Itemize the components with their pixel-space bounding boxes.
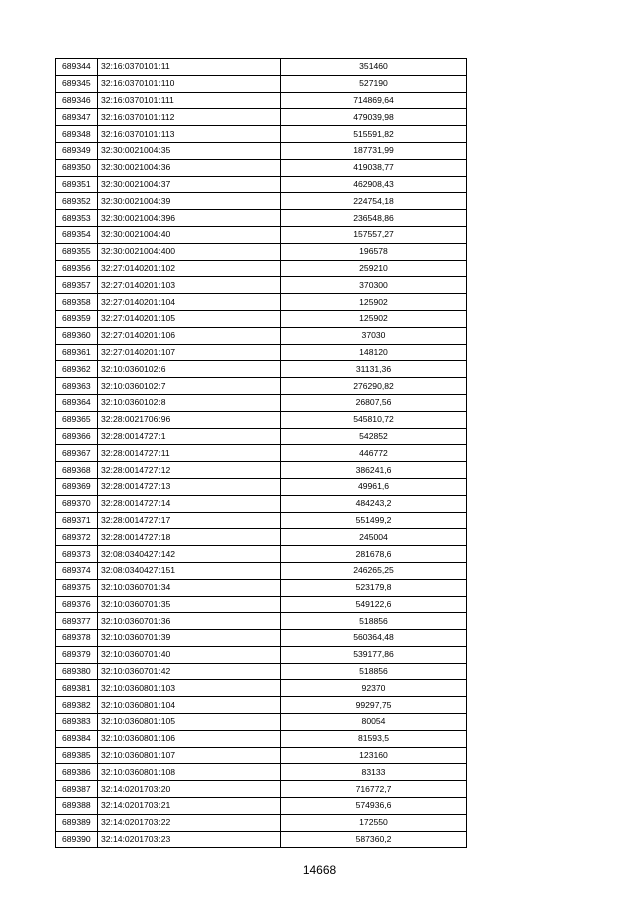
row-number-cell: 689347 [56,109,98,126]
table-row [56,193,467,210]
table-row [56,361,467,378]
value-cell: 80054 [281,714,467,731]
table-row [56,344,467,361]
table-row [56,378,467,395]
value-cell: 714869,64 [281,92,467,109]
row-number-cell: 689384 [56,730,98,747]
row-number-cell: 689369 [56,478,98,495]
cadastral-number-cell: 32:16:0370101:110 [98,75,281,92]
value-cell: 545810,72 [281,411,467,428]
value-cell: 49961,6 [281,478,467,495]
row-number-cell: 689352 [56,193,98,210]
row-number-cell: 689357 [56,277,98,294]
cadastral-number-cell: 32:30:0021004:37 [98,176,281,193]
row-number-cell: 689355 [56,243,98,260]
cadastral-number-cell: 32:10:0360801:107 [98,747,281,764]
row-number-cell: 689365 [56,411,98,428]
value-cell: 370300 [281,277,467,294]
value-cell: 462908,43 [281,176,467,193]
cadastral-number-cell: 32:27:0140201:102 [98,260,281,277]
value-cell: 518856 [281,663,467,680]
value-cell: 172550 [281,814,467,831]
table-row [56,327,467,344]
cadastral-number-cell: 32:10:0360801:104 [98,697,281,714]
row-number-cell: 689346 [56,92,98,109]
table-row [56,798,467,815]
cadastral-number-cell: 32:10:0360102:6 [98,361,281,378]
value-cell: 81593,5 [281,730,467,747]
cadastral-number-cell: 32:10:0360801:106 [98,730,281,747]
value-cell: 276290,82 [281,378,467,395]
cadastral-number-cell: 32:27:0140201:103 [98,277,281,294]
table-row [56,411,467,428]
value-cell: 551499,2 [281,512,467,529]
value-cell: 351460 [281,59,467,76]
value-cell: 83133 [281,764,467,781]
row-number-cell: 689389 [56,814,98,831]
table-row [56,495,467,512]
value-cell: 518856 [281,613,467,630]
value-cell: 224754,18 [281,193,467,210]
row-number-cell: 689363 [56,378,98,395]
row-number-cell: 689348 [56,126,98,143]
cadastral-number-cell: 32:27:0140201:105 [98,310,281,327]
cadastral-number-cell: 32:08:0340427:151 [98,562,281,579]
row-number-cell: 689386 [56,764,98,781]
cadastral-number-cell: 32:30:0021004:400 [98,243,281,260]
cadastral-number-cell: 32:16:0370101:11 [98,59,281,76]
table-row [56,680,467,697]
cadastral-number-cell: 32:16:0370101:111 [98,92,281,109]
table-row [56,462,467,479]
value-cell: 484243,2 [281,495,467,512]
value-cell: 26807,56 [281,394,467,411]
table-row [56,277,467,294]
row-number-cell: 689383 [56,714,98,731]
row-number-cell: 689378 [56,630,98,647]
table-row [56,579,467,596]
cadastral-number-cell: 32:28:0014727:1 [98,428,281,445]
cadastral-number-cell: 32:14:0201703:22 [98,814,281,831]
cadastral-number-cell: 32:30:0021004:36 [98,159,281,176]
table-row [56,630,467,647]
row-number-cell: 689353 [56,210,98,227]
row-number-cell: 689356 [56,260,98,277]
row-number-cell: 689359 [56,310,98,327]
table-row [56,126,467,143]
table-row [56,478,467,495]
value-cell: 386241,6 [281,462,467,479]
table-body [56,59,467,848]
table-row [56,529,467,546]
row-number-cell: 689388 [56,798,98,815]
row-number-cell: 689372 [56,529,98,546]
cadastral-number-cell: 32:10:0360701:34 [98,579,281,596]
table-row [56,831,467,848]
row-number-cell: 689370 [56,495,98,512]
value-cell: 148120 [281,344,467,361]
cadastral-number-cell: 32:10:0360801:105 [98,714,281,731]
table-row [56,294,467,311]
row-number-cell: 689382 [56,697,98,714]
value-cell: 157557,27 [281,226,467,243]
row-number-cell: 689375 [56,579,98,596]
table-row [56,226,467,243]
row-number-cell: 689380 [56,663,98,680]
value-cell: 125902 [281,294,467,311]
row-number-cell: 689350 [56,159,98,176]
cadastral-number-cell: 32:14:0201703:21 [98,798,281,815]
value-cell: 31131,36 [281,361,467,378]
row-number-cell: 689379 [56,646,98,663]
value-cell: 187731,99 [281,142,467,159]
cadastral-number-cell: 32:27:0140201:107 [98,344,281,361]
cadastral-number-cell: 32:08:0340427:142 [98,546,281,563]
row-number-cell: 689385 [56,747,98,764]
table-row [56,596,467,613]
value-cell: 446772 [281,445,467,462]
value-cell: 539177,86 [281,646,467,663]
value-cell: 92370 [281,680,467,697]
table-row [56,546,467,563]
cadastral-number-cell: 32:28:0014727:13 [98,478,281,495]
table-row [56,697,467,714]
value-cell: 236548,86 [281,210,467,227]
row-number-cell: 689373 [56,546,98,563]
table-row [56,747,467,764]
value-cell: 716772,7 [281,781,467,798]
value-cell: 527190 [281,75,467,92]
row-number-cell: 689376 [56,596,98,613]
row-number-cell: 689390 [56,831,98,848]
value-cell: 123160 [281,747,467,764]
cadastral-number-cell: 32:10:0360701:39 [98,630,281,647]
value-cell: 125902 [281,310,467,327]
row-number-cell: 689351 [56,176,98,193]
table-row [56,243,467,260]
row-number-cell: 689371 [56,512,98,529]
table-row [56,260,467,277]
cadastral-number-cell: 32:16:0370101:112 [98,109,281,126]
row-number-cell: 689361 [56,344,98,361]
value-cell: 515591,82 [281,126,467,143]
cadastral-number-cell: 32:28:0014727:17 [98,512,281,529]
table-row [56,730,467,747]
cadastral-number-cell: 32:30:0021004:40 [98,226,281,243]
table-row [56,646,467,663]
value-cell: 281678,6 [281,546,467,563]
table-row [56,159,467,176]
value-cell: 245004 [281,529,467,546]
cadastral-value-table [55,58,467,848]
cadastral-number-cell: 32:30:0021004:39 [98,193,281,210]
row-number-cell: 689387 [56,781,98,798]
table-row [56,781,467,798]
value-cell: 479039,98 [281,109,467,126]
table-row [56,176,467,193]
cadastral-number-cell: 32:10:0360102:8 [98,394,281,411]
row-number-cell: 689381 [56,680,98,697]
table-row [56,613,467,630]
table-row [56,512,467,529]
table-row [56,75,467,92]
cadastral-number-cell: 32:16:0370101:113 [98,126,281,143]
table-row [56,562,467,579]
row-number-cell: 689345 [56,75,98,92]
row-number-cell: 689358 [56,294,98,311]
table-row [56,663,467,680]
row-number-cell: 689362 [56,361,98,378]
value-cell: 246265,25 [281,562,467,579]
cadastral-number-cell: 32:10:0360701:35 [98,596,281,613]
table-row [56,210,467,227]
value-cell: 560364,48 [281,630,467,647]
table-row [56,814,467,831]
cadastral-number-cell: 32:10:0360102:7 [98,378,281,395]
cadastral-number-cell: 32:14:0201703:20 [98,781,281,798]
row-number-cell: 689377 [56,613,98,630]
cadastral-number-cell: 32:10:0360701:36 [98,613,281,630]
cadastral-number-cell: 32:30:0021004:396 [98,210,281,227]
row-number-cell: 689368 [56,462,98,479]
table-row [56,92,467,109]
table-row [56,59,467,76]
value-cell: 523179,8 [281,579,467,596]
cadastral-number-cell: 32:28:0014727:11 [98,445,281,462]
cadastral-number-cell: 32:27:0140201:106 [98,327,281,344]
cadastral-number-cell: 32:10:0360701:40 [98,646,281,663]
cadastral-number-cell: 32:10:0360801:103 [98,680,281,697]
table-row [56,142,467,159]
row-number-cell: 689360 [56,327,98,344]
cadastral-number-cell: 32:10:0360801:108 [98,764,281,781]
row-number-cell: 689354 [56,226,98,243]
cadastral-number-cell: 32:28:0014727:14 [98,495,281,512]
table-row [56,445,467,462]
value-cell: 549122,6 [281,596,467,613]
cadastral-number-cell: 32:28:0014727:12 [98,462,281,479]
cadastral-number-cell: 32:14:0201703:23 [98,831,281,848]
row-number-cell: 689367 [56,445,98,462]
cadastral-number-cell: 32:27:0140201:104 [98,294,281,311]
table-row [56,109,467,126]
table-row [56,394,467,411]
row-number-cell: 689366 [56,428,98,445]
page-number: 14668 [302,863,337,877]
table-row [56,764,467,781]
value-cell: 259210 [281,260,467,277]
row-number-cell: 689374 [56,562,98,579]
cadastral-number-cell: 32:10:0360701:42 [98,663,281,680]
row-number-cell: 689344 [56,59,98,76]
row-number-cell: 689364 [56,394,98,411]
row-number-cell: 689349 [56,142,98,159]
value-cell: 99297,75 [281,697,467,714]
value-cell: 196578 [281,243,467,260]
value-cell: 542852 [281,428,467,445]
cadastral-number-cell: 32:30:0021004:35 [98,142,281,159]
table-row [56,428,467,445]
value-cell: 419038,77 [281,159,467,176]
cadastral-number-cell: 32:28:0021706:96 [98,411,281,428]
value-cell: 574936,6 [281,798,467,815]
table-row [56,714,467,731]
value-cell: 37030 [281,327,467,344]
cadastral-number-cell: 32:28:0014727:18 [98,529,281,546]
value-cell: 587360,2 [281,831,467,848]
table-row [56,310,467,327]
